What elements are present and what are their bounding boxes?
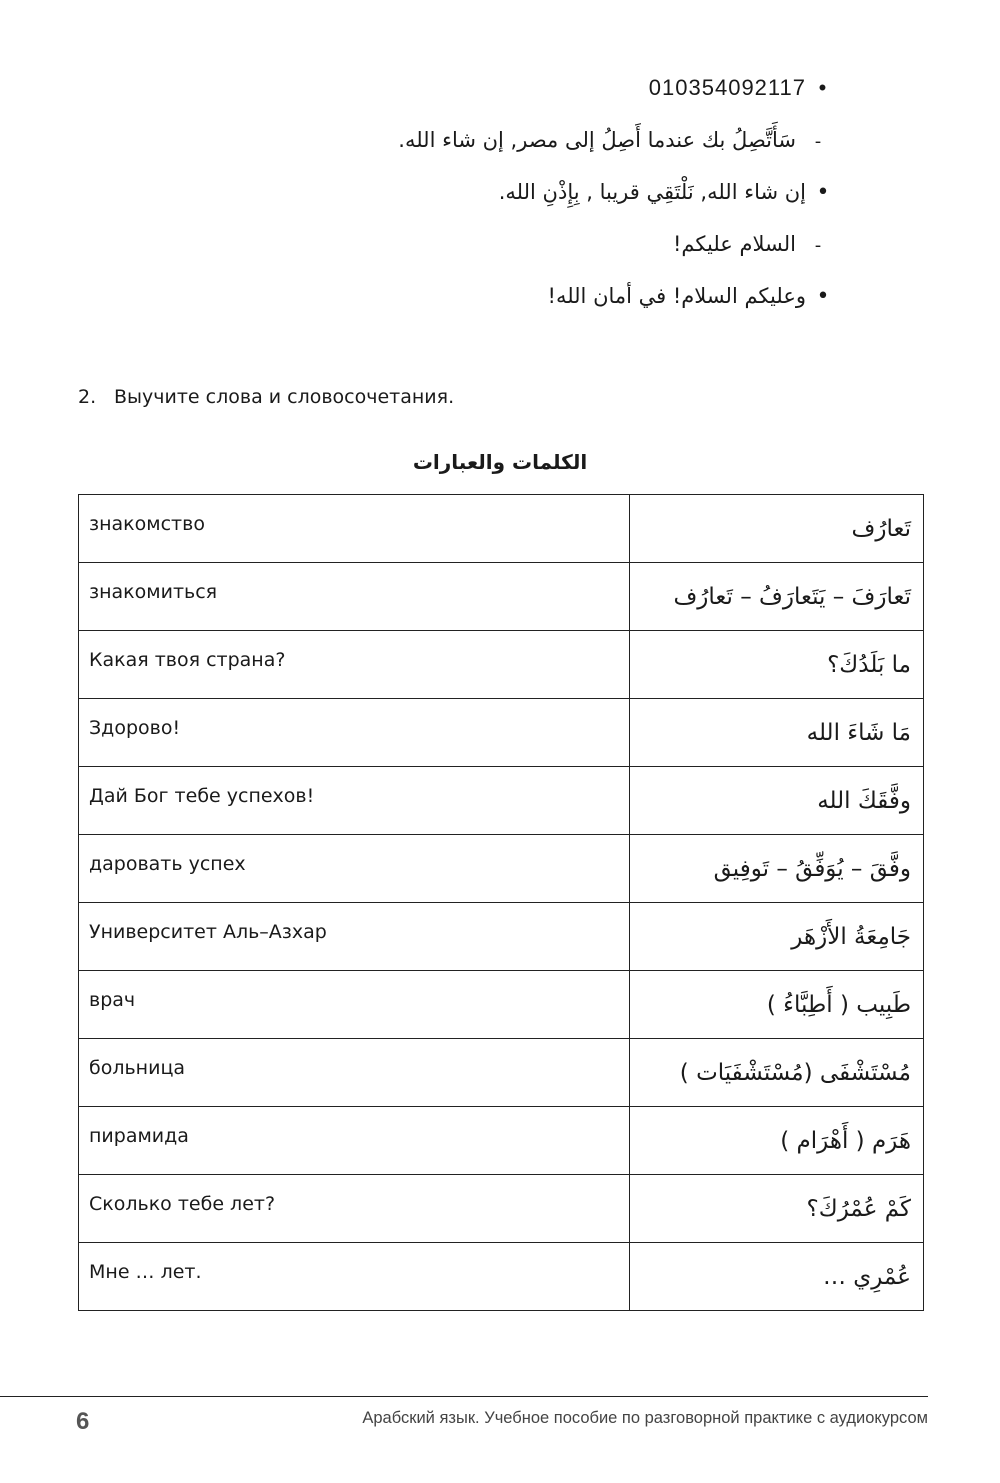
russian-cell: Дай Бог тебе успехов! bbox=[79, 767, 630, 835]
russian-cell: врач bbox=[79, 971, 630, 1039]
vocabulary-table bbox=[78, 494, 924, 1311]
arabic-cell: ما بَلَدُكَ؟ bbox=[630, 631, 924, 699]
dialog-line-text: 010354092117 bbox=[648, 75, 806, 100]
book-title: Арабский язык. Учебное пособие по разговорной практике с аудиокурсом bbox=[362, 1409, 928, 1427]
russian-cell: больница bbox=[79, 1039, 630, 1107]
russian-cell: Сколько тебе лет? bbox=[79, 1175, 630, 1243]
arabic-cell: كَمْ عُمْرُكَ؟ bbox=[630, 1175, 924, 1243]
russian-cell: знакомство bbox=[79, 495, 630, 563]
table-row bbox=[79, 495, 924, 563]
dialog-line-text: وعليكم السلام! في أمان الله! bbox=[547, 284, 806, 308]
arabic-cell: تَعارُف bbox=[630, 495, 924, 563]
arabic-cell: تَعارَفَ – يَتَعارَفُ – تَعارُف bbox=[630, 563, 924, 631]
table-row bbox=[79, 1039, 924, 1107]
exercise-number: 2. bbox=[78, 386, 97, 408]
dialog-line-text: إن شاء الله, نَلْتَقِي قريبا , بِإِذْنِ الله. bbox=[498, 180, 806, 204]
russian-cell: Университет Аль–Азхар bbox=[79, 903, 630, 971]
table-row bbox=[79, 699, 924, 767]
russian-cell: даровать успех bbox=[79, 835, 630, 903]
table-row bbox=[79, 1107, 924, 1175]
vocabulary-title: الكلمات والعبارات bbox=[412, 450, 588, 474]
russian-cell: Какая твоя страна? bbox=[79, 631, 630, 699]
dash-marker: - bbox=[814, 131, 822, 152]
dialog-line bbox=[300, 218, 840, 270]
dialog-line-text: السلام عليكم! bbox=[673, 232, 796, 256]
arabic-cell: هَرَم ( أَهْرَام ) bbox=[630, 1107, 924, 1175]
table-row bbox=[79, 563, 924, 631]
russian-cell: пирамида bbox=[79, 1107, 630, 1175]
arabic-cell: وفَّقَ – يُوَفِّقُ – تَوفِيق bbox=[630, 835, 924, 903]
table-row bbox=[79, 1243, 924, 1311]
table-row bbox=[79, 903, 924, 971]
dialog-lines bbox=[300, 62, 840, 322]
table-row bbox=[79, 767, 924, 835]
exercise-instruction: Выучите слова и словосочетания. bbox=[114, 386, 455, 408]
page-number: 6 bbox=[76, 1408, 90, 1435]
bullet-marker: • bbox=[816, 284, 830, 309]
arabic-cell: عُمْرِي … bbox=[630, 1243, 924, 1311]
table-row bbox=[79, 971, 924, 1039]
dialog-line bbox=[300, 166, 840, 218]
russian-cell: знакомиться bbox=[79, 563, 630, 631]
dialog-line-phone bbox=[300, 62, 840, 114]
arabic-cell: مُسْتَشْفَى (مُسْتَشْفَيَات ) bbox=[630, 1039, 924, 1107]
arabic-cell: جَامِعَةُ الأَزْهَر bbox=[630, 903, 924, 971]
table-row bbox=[79, 835, 924, 903]
arabic-cell: مَا شَاءَ الله bbox=[630, 699, 924, 767]
arabic-cell: طَبِيب ( أَطِبَّاءُ ) bbox=[630, 971, 924, 1039]
exercise-heading bbox=[78, 382, 454, 412]
table-row bbox=[79, 1175, 924, 1243]
russian-cell: Мне … лет. bbox=[79, 1243, 630, 1311]
arabic-cell: وفَّقَكَ الله bbox=[630, 767, 924, 835]
table-row bbox=[79, 631, 924, 699]
russian-cell: Здорово! bbox=[79, 699, 630, 767]
dash-marker: - bbox=[814, 235, 822, 256]
footer-divider bbox=[0, 1396, 928, 1397]
bullet-marker: • bbox=[816, 180, 830, 205]
dialog-line bbox=[300, 114, 840, 166]
dialog-line-text: سَأَتَّصِلُ بك عندما أَصِلُ إلى مصر, إن شاء الله. bbox=[398, 128, 796, 152]
dialog-line bbox=[300, 270, 840, 322]
bullet-marker: • bbox=[818, 75, 828, 100]
